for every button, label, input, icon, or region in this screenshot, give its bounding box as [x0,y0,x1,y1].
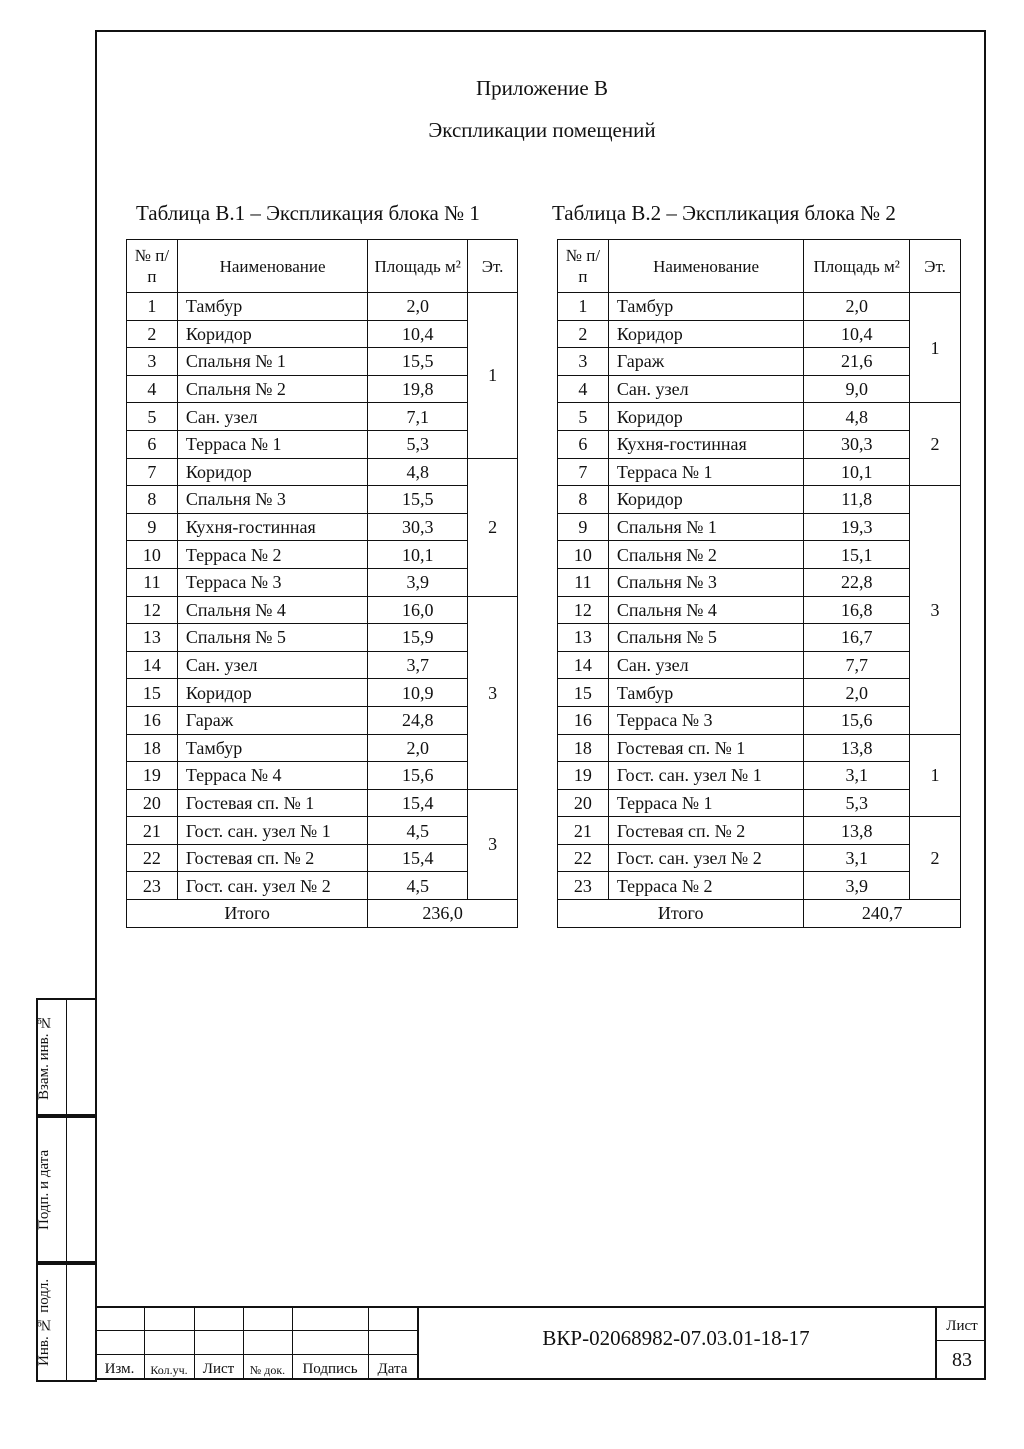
cell-area: 3,9 [804,872,910,900]
cell-num: 23 [558,872,609,900]
cell-area: 15,5 [368,486,468,514]
cell-area: 9,0 [804,375,910,403]
cell-num: 8 [127,486,178,514]
table-row [558,762,961,790]
cell-area: 22,8 [804,568,910,596]
cell-floor: 3 [468,789,518,899]
col-header-area: Площадь м² [804,240,910,293]
table-header-row [558,240,961,293]
cell-num: 19 [127,762,178,790]
sheet-label: Лист [946,1318,978,1334]
table-row [127,320,518,348]
appendix-title: Приложение В [476,76,608,100]
cell-num: 1 [127,293,178,321]
cell-area: 7,1 [368,403,468,431]
cell-num: 22 [558,844,609,872]
table-row [127,430,518,458]
cell-floor: 2 [910,817,961,900]
cell-num: 12 [558,596,609,624]
cell-name: Коридор [608,486,803,514]
table-row [127,734,518,762]
cell-num: 18 [558,734,609,762]
cell-area: 2,0 [368,293,468,321]
cell-area: 4,8 [804,403,910,431]
cell-name: Спальня № 1 [177,348,367,376]
cell-num: 22 [127,844,178,872]
cell-num: 14 [127,651,178,679]
table1-caption: Таблица В.1 – Экспликация блока № 1 [136,201,480,225]
cell-area: 13,8 [804,734,910,762]
cell-num: 13 [127,624,178,652]
table-row [558,375,961,403]
cell-area: 3,7 [368,651,468,679]
table-row [558,789,961,817]
col-header-floor: Эт. [910,240,961,293]
cell-area: 11,8 [804,486,910,514]
cell-num: 9 [558,513,609,541]
side-box-vzam [36,998,97,1116]
table-row [558,348,961,376]
table-row [558,568,961,596]
cell-name: Спальня № 1 [608,513,803,541]
cell-num: 19 [558,762,609,790]
table-row [127,624,518,652]
cell-name: Тамбур [608,293,803,321]
cell-num: 16 [127,706,178,734]
cell-num: 5 [558,403,609,431]
col-header-num: № п/п [558,240,609,293]
side-box-inv [36,1263,97,1382]
table-row [127,348,518,376]
cell-area: 15,6 [804,706,910,734]
cell-num: 7 [558,458,609,486]
cell-num: 2 [127,320,178,348]
side-label-inv: Инв. № подл. [36,1278,52,1367]
cell-area: 7,7 [804,651,910,679]
cell-area: 3,9 [368,568,468,596]
cell-name: Спальня № 4 [608,596,803,624]
cell-name: Сан. узел [608,651,803,679]
cell-name: Гостевая сп. № 2 [177,844,367,872]
cell-name: Коридор [177,679,367,707]
table-row [127,375,518,403]
cell-floor: 3 [910,486,961,734]
table-block-2 [557,239,961,928]
cell-area: 4,5 [368,872,468,900]
cell-num: 16 [558,706,609,734]
cell-num: 3 [558,348,609,376]
cell-num: 6 [127,430,178,458]
cell-name: Терраса № 3 [608,706,803,734]
stamp-data: Дата [377,1361,408,1377]
table-row [558,458,961,486]
stamp-ndok: № док. [249,1363,286,1377]
cell-area: 2,0 [804,679,910,707]
cell-name: Сан. узел [608,375,803,403]
side-label-vzam: Взам. инв. № [36,1013,52,1101]
cell-num: 10 [558,541,609,569]
table-header-row [127,240,518,293]
cell-name: Кухня-гостинная [177,513,367,541]
cell-floor: 3 [468,596,518,789]
cell-num: 11 [558,568,609,596]
cell-name: Сан. узел [177,403,367,431]
cell-floor: 1 [910,293,961,403]
cell-area: 3,1 [804,762,910,790]
cell-area: 2,0 [804,293,910,321]
cell-num: 21 [558,817,609,845]
table-row [558,706,961,734]
cell-area: 15,6 [368,762,468,790]
cell-num: 9 [127,513,178,541]
cell-name: Тамбур [608,679,803,707]
cell-num: 20 [558,789,609,817]
cell-floor: 2 [910,403,961,486]
col-header-name: Наименование [177,240,367,293]
cell-floor: 2 [468,458,518,596]
stamp-podpis: Подпись [302,1361,358,1377]
stamp-kol: Кол.уч. [150,1363,188,1377]
cell-name: Спальня № 2 [177,375,367,403]
cell-num: 4 [127,375,178,403]
cell-num: 21 [127,817,178,845]
cell-num: 3 [127,348,178,376]
cell-num: 10 [127,541,178,569]
side-label-podp: Подп. и дата [36,1149,52,1230]
cell-num: 4 [558,375,609,403]
cell-area: 24,8 [368,706,468,734]
cell-area: 10,1 [368,541,468,569]
cell-area: 30,3 [368,513,468,541]
table-row [558,734,961,762]
cell-name: Тамбур [177,293,367,321]
table-row [558,403,961,431]
cell-area: 30,3 [804,430,910,458]
cell-area: 16,7 [804,624,910,652]
cell-area: 10,4 [804,320,910,348]
cell-name: Терраса № 1 [608,458,803,486]
cell-name: Спальня № 5 [177,624,367,652]
col-header-area: Площадь м² [368,240,468,293]
table-row [558,844,961,872]
cell-name: Гараж [608,348,803,376]
cell-name: Гост. сан. узел № 1 [608,762,803,790]
table-row [558,817,961,845]
cell-name: Гост. сан. узел № 2 [608,844,803,872]
table-row [558,320,961,348]
cell-area: 3,1 [804,844,910,872]
table-row [558,596,961,624]
table-row [127,789,518,817]
cell-num: 6 [558,430,609,458]
cell-area: 15,1 [804,541,910,569]
table-row [127,541,518,569]
cell-name: Терраса № 1 [608,789,803,817]
cell-floor: 1 [468,293,518,459]
cell-area: 2,0 [368,734,468,762]
cell-name: Спальня № 3 [177,486,367,514]
table-row [127,844,518,872]
cell-num: 20 [127,789,178,817]
col-header-num: № п/п [127,240,178,293]
table-row [558,872,961,900]
cell-num: 5 [127,403,178,431]
table-row [127,651,518,679]
cell-num: 23 [127,872,178,900]
total-row [127,900,518,928]
cell-name: Терраса № 2 [608,872,803,900]
total-value: 236,0 [368,900,518,928]
cell-area: 5,3 [368,430,468,458]
stamp-izm: Изм. [104,1361,135,1377]
cell-num: 1 [558,293,609,321]
cell-area: 19,3 [804,513,910,541]
cell-name: Спальня № 5 [608,624,803,652]
table-row [127,872,518,900]
table-row [558,293,961,321]
cell-num: 2 [558,320,609,348]
cell-name: Гараж [177,706,367,734]
cell-name: Спальня № 3 [608,568,803,596]
cell-name: Терраса № 1 [177,430,367,458]
cell-area: 4,8 [368,458,468,486]
cell-area: 4,5 [368,817,468,845]
cell-num: 14 [558,651,609,679]
cell-area: 16,0 [368,596,468,624]
col-header-name: Наименование [608,240,803,293]
cell-area: 5,3 [804,789,910,817]
cell-name: Спальня № 2 [608,541,803,569]
table2-caption: Таблица В.2 – Экспликация блока № 2 [552,201,896,225]
table-row [127,596,518,624]
cell-num: 18 [127,734,178,762]
cell-name: Гостевая сп. № 2 [608,817,803,845]
table-block-1 [126,239,518,928]
table-row [127,706,518,734]
cell-name: Кухня-гостинная [608,430,803,458]
cell-name: Коридор [608,403,803,431]
sheet-number: 83 [952,1349,972,1371]
cell-area: 19,8 [368,375,468,403]
cell-num: 13 [558,624,609,652]
table-row [127,403,518,431]
table-row [127,762,518,790]
cell-area: 15,5 [368,348,468,376]
cell-area: 13,8 [804,817,910,845]
cell-name: Гост. сан. узел № 2 [177,872,367,900]
table-row [558,430,961,458]
cell-name: Коридор [177,320,367,348]
cell-num: 11 [127,568,178,596]
cell-name: Гостевая сп. № 1 [177,789,367,817]
table-row [127,568,518,596]
table-row [558,651,961,679]
table-row [558,486,961,514]
table-row [127,679,518,707]
cell-area: 15,4 [368,789,468,817]
cell-name: Сан. узел [177,651,367,679]
table-row [558,513,961,541]
cell-name: Терраса № 4 [177,762,367,790]
col-header-floor: Эт. [468,240,518,293]
cell-name: Коридор [608,320,803,348]
cell-name: Гост. сан. узел № 1 [177,817,367,845]
cell-num: 15 [127,679,178,707]
cell-area: 10,9 [368,679,468,707]
cell-name: Терраса № 2 [177,541,367,569]
stamp-list: Лист [202,1361,235,1377]
cell-name: Спальня № 4 [177,596,367,624]
cell-name: Гостевая сп. № 1 [608,734,803,762]
table-row [127,458,518,486]
cell-name: Коридор [177,458,367,486]
table-row [558,541,961,569]
cell-area: 21,6 [804,348,910,376]
total-row [558,900,961,928]
cell-num: 8 [558,486,609,514]
table-row [558,679,961,707]
cell-name: Тамбур [177,734,367,762]
cell-area: 15,9 [368,624,468,652]
document-code: ВКР-02068982-07.03.01-18-17 [542,1326,810,1350]
table-row [127,486,518,514]
appendix-subtitle: Экспликации помещений [428,118,656,142]
cell-num: 15 [558,679,609,707]
table-row [558,624,961,652]
table-row [127,293,518,321]
total-label: Итого [558,900,804,928]
cell-num: 12 [127,596,178,624]
cell-floor: 1 [910,734,961,817]
table-row [127,817,518,845]
cell-num: 7 [127,458,178,486]
total-label: Итого [127,900,368,928]
cell-area: 16,8 [804,596,910,624]
cell-name: Терраса № 3 [177,568,367,596]
side-box-podp [36,1116,97,1263]
cell-area: 10,1 [804,458,910,486]
cell-area: 10,4 [368,320,468,348]
total-value: 240,7 [804,900,961,928]
table-row [127,513,518,541]
cell-area: 15,4 [368,844,468,872]
